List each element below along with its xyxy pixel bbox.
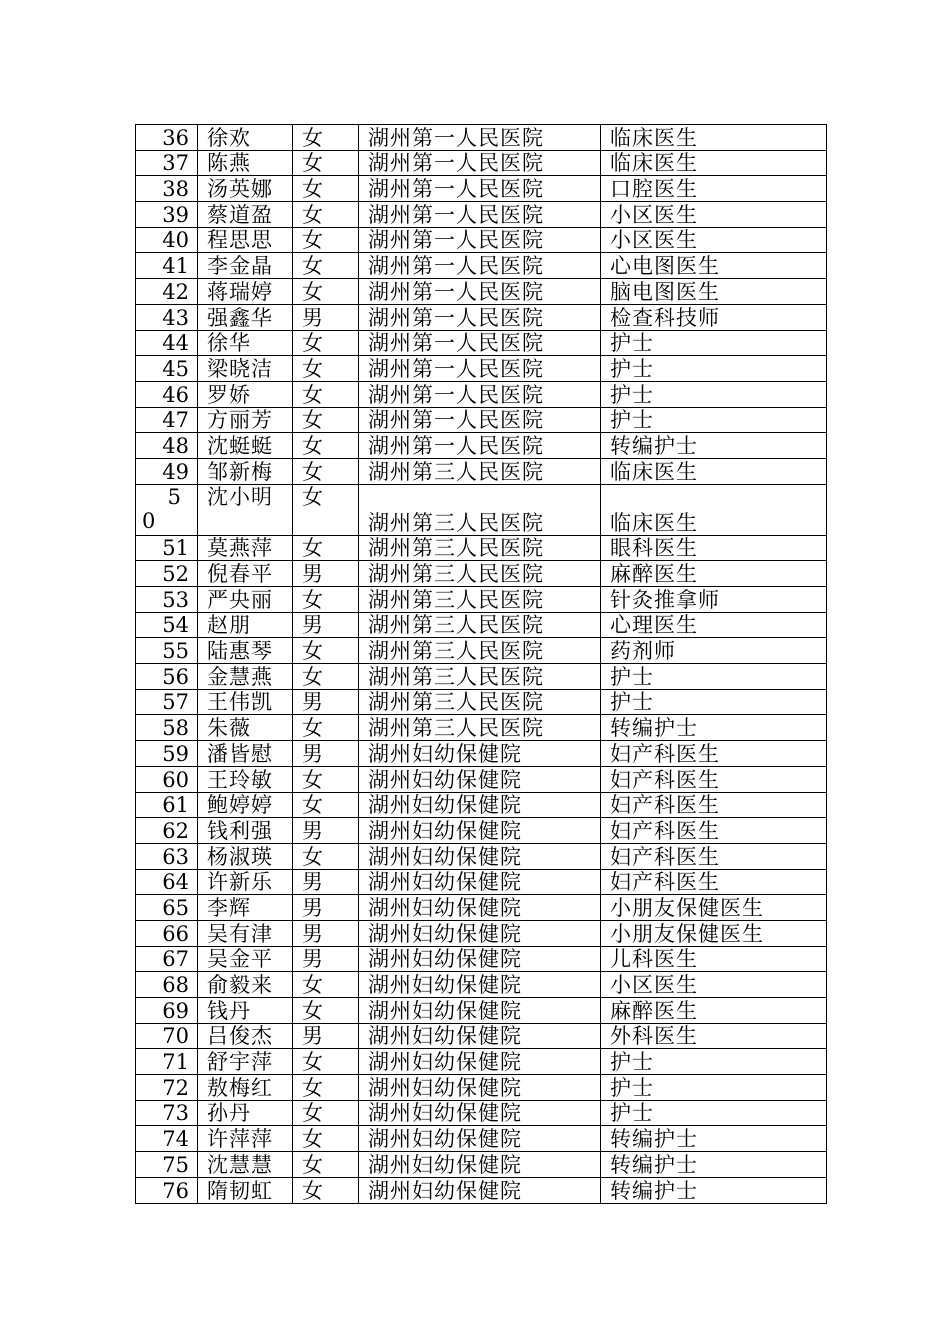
- cell-sex: 女: [293, 587, 359, 613]
- cell-name: 王伟凯: [198, 689, 293, 715]
- cell-number: 41: [136, 253, 198, 279]
- cell-post: 临床医生: [601, 125, 827, 151]
- table-row: [136, 458, 827, 484]
- cell-name: 罗娇: [198, 381, 293, 407]
- table-row: [136, 1126, 827, 1152]
- cell-sex: 男: [293, 612, 359, 638]
- cell-post: 麻醉医生: [601, 998, 827, 1024]
- cell-post: 小朋友保健医生: [601, 895, 827, 921]
- cell-number: 63: [136, 843, 198, 869]
- cell-sex: 男: [293, 304, 359, 330]
- cell-unit: 湖州第三人民医院: [359, 561, 601, 587]
- cell-sex: 男: [293, 1023, 359, 1049]
- cell-sex: 女: [293, 766, 359, 792]
- cell-number: 71: [136, 1049, 198, 1075]
- cell-post: 护士: [601, 330, 827, 356]
- cell-sex: 女: [293, 1049, 359, 1075]
- cell-sex: 男: [293, 818, 359, 844]
- cell-post: 护士: [601, 356, 827, 382]
- table-row: [136, 638, 827, 664]
- cell-unit: 湖州第一人民医院: [359, 304, 601, 330]
- table-row: [136, 843, 827, 869]
- cell-sex: 女: [293, 407, 359, 433]
- cell-number: 67: [136, 946, 198, 972]
- cell-unit: 湖州妇幼保健院: [359, 1023, 601, 1049]
- cell-name: 敖梅红: [198, 1075, 293, 1101]
- cell-number: 55: [136, 638, 198, 664]
- cell-number: 37: [136, 150, 198, 176]
- table-row: [136, 176, 827, 202]
- table-row: [136, 535, 827, 561]
- cell-name: 蔡道盈: [198, 202, 293, 228]
- cell-post: 护士: [601, 1100, 827, 1126]
- cell-post: 转编护士: [601, 715, 827, 741]
- cell-unit: 湖州第一人民医院: [359, 253, 601, 279]
- cell-number: 76: [136, 1177, 198, 1203]
- table-row: [136, 561, 827, 587]
- table-row: [136, 407, 827, 433]
- table-row: [136, 869, 827, 895]
- cell-name: 隋韧虹: [198, 1177, 293, 1203]
- table-row: [136, 125, 827, 151]
- table-row: [136, 150, 827, 176]
- cell-number: 66: [136, 920, 198, 946]
- cell-name: 钱丹: [198, 998, 293, 1024]
- cell-post: 妇产科医生: [601, 792, 827, 818]
- cell-name: 莫燕萍: [198, 535, 293, 561]
- cell-name: 鲍婷婷: [198, 792, 293, 818]
- cell-number: 39: [136, 202, 198, 228]
- cell-number: 45: [136, 356, 198, 382]
- cell-unit: 湖州妇幼保健院: [359, 792, 601, 818]
- cell-unit: 湖州第一人民医院: [359, 125, 601, 151]
- cell-sex: 女: [293, 715, 359, 741]
- cell-sex: 女: [293, 843, 359, 869]
- cell-post: 护士: [601, 381, 827, 407]
- staff-table: [135, 124, 827, 1204]
- table-row: [136, 1075, 827, 1101]
- cell-number: 60: [136, 766, 198, 792]
- cell-number: 72: [136, 1075, 198, 1101]
- cell-unit: 湖州妇幼保健院: [359, 1100, 601, 1126]
- cell-sex: 女: [293, 1177, 359, 1203]
- cell-unit: 湖州第三人民医院: [359, 638, 601, 664]
- table-row: [136, 972, 827, 998]
- cell-name: 孙丹: [198, 1100, 293, 1126]
- cell-unit: 湖州妇幼保健院: [359, 869, 601, 895]
- cell-sex: 女: [293, 972, 359, 998]
- cell-post: 护士: [601, 1075, 827, 1101]
- table-row: [136, 1049, 827, 1075]
- cell-number: 75: [136, 1152, 198, 1178]
- cell-post: 妇产科医生: [601, 843, 827, 869]
- cell-unit: 湖州第一人民医院: [359, 176, 601, 202]
- cell-unit: 湖州妇幼保健院: [359, 1177, 601, 1203]
- cell-number: 62: [136, 818, 198, 844]
- cell-sex: 女: [293, 1126, 359, 1152]
- cell-name: 钱利强: [198, 818, 293, 844]
- cell-number: 57: [136, 689, 198, 715]
- table-row: [136, 766, 827, 792]
- table-row: [136, 381, 827, 407]
- cell-unit: 湖州第一人民医院: [359, 150, 601, 176]
- cell-number: 49: [136, 458, 198, 484]
- cell-unit: 湖州妇幼保健院: [359, 1049, 601, 1075]
- cell-number: 64: [136, 869, 198, 895]
- cell-name: 吕俊杰: [198, 1023, 293, 1049]
- cell-post: 妇产科医生: [601, 818, 827, 844]
- cell-number: 65: [136, 895, 198, 921]
- table-row: [136, 1152, 827, 1178]
- cell-post: 转编护士: [601, 1152, 827, 1178]
- cell-number: 53: [136, 587, 198, 613]
- cell-unit: 湖州第三人民医院: [359, 612, 601, 638]
- cell-post: 小区医生: [601, 202, 827, 228]
- cell-sex: 女: [293, 176, 359, 202]
- table-row: [136, 612, 827, 638]
- cell-sex: 女: [293, 125, 359, 151]
- cell-sex: 女: [293, 279, 359, 305]
- cell-sex: 男: [293, 895, 359, 921]
- cell-name: 潘皆慰: [198, 741, 293, 767]
- cell-name: 杨淑瑛: [198, 843, 293, 869]
- cell-number: 52: [136, 561, 198, 587]
- cell-unit: 湖州第一人民医院: [359, 433, 601, 459]
- cell-name: 倪春平: [198, 561, 293, 587]
- table-row: [136, 433, 827, 459]
- cell-post: 小区医生: [601, 972, 827, 998]
- cell-post: 眼科医生: [601, 535, 827, 561]
- table-row: [136, 279, 827, 305]
- cell-sex: 女: [293, 484, 359, 535]
- cell-name: 方丽芳: [198, 407, 293, 433]
- cell-unit: 湖州妇幼保健院: [359, 766, 601, 792]
- cell-unit: 湖州第一人民医院: [359, 279, 601, 305]
- cell-sex: 女: [293, 638, 359, 664]
- cell-name: 陈燕: [198, 150, 293, 176]
- table-row: [136, 741, 827, 767]
- cell-number: 47: [136, 407, 198, 433]
- cell-number: 51: [136, 535, 198, 561]
- cell-post: 临床医生: [601, 150, 827, 176]
- cell-unit: 湖州妇幼保健院: [359, 1152, 601, 1178]
- cell-number: 68: [136, 972, 198, 998]
- cell-sex: 女: [293, 1075, 359, 1101]
- cell-name: 李金晶: [198, 253, 293, 279]
- cell-sex: 女: [293, 381, 359, 407]
- table-row: [136, 227, 827, 253]
- cell-name: 徐欢: [198, 125, 293, 151]
- cell-sex: 女: [293, 150, 359, 176]
- cell-post: 脑电图医生: [601, 279, 827, 305]
- cell-post: 心电图医生: [601, 253, 827, 279]
- cell-unit: 湖州妇幼保健院: [359, 946, 601, 972]
- cell-post: 临床医生: [601, 458, 827, 484]
- cell-sex: 女: [293, 1100, 359, 1126]
- cell-post: 检查科技师: [601, 304, 827, 330]
- cell-name: 程思思: [198, 227, 293, 253]
- cell-name: 梁晓洁: [198, 356, 293, 382]
- cell-name: 沈蜓蜓: [198, 433, 293, 459]
- cell-sex: 女: [293, 664, 359, 690]
- table-row: [136, 304, 827, 330]
- table-row: [136, 664, 827, 690]
- cell-unit: 湖州第一人民医院: [359, 381, 601, 407]
- table-row: [136, 356, 827, 382]
- cell-post: 妇产科医生: [601, 869, 827, 895]
- cell-number: 73: [136, 1100, 198, 1126]
- cell-post: 儿科医生: [601, 946, 827, 972]
- table-row: [136, 1100, 827, 1126]
- table-row: [136, 818, 827, 844]
- cell-number: 61: [136, 792, 198, 818]
- cell-sex: 女: [293, 1152, 359, 1178]
- cell-sex: 女: [293, 792, 359, 818]
- staff-table-body: [136, 125, 827, 1204]
- cell-number: 36: [136, 125, 198, 151]
- cell-sex: 男: [293, 741, 359, 767]
- cell-name: 邹新梅: [198, 458, 293, 484]
- table-row: [136, 689, 827, 715]
- cell-sex: 男: [293, 946, 359, 972]
- cell-post: 药剂师: [601, 638, 827, 664]
- cell-name: 金慧燕: [198, 664, 293, 690]
- table-row: [136, 1177, 827, 1203]
- table-row: [136, 920, 827, 946]
- cell-number: 59: [136, 741, 198, 767]
- table-row: [136, 792, 827, 818]
- cell-number: 69: [136, 998, 198, 1024]
- cell-number: 48: [136, 433, 198, 459]
- cell-post: 护士: [601, 407, 827, 433]
- cell-post: 转编护士: [601, 1126, 827, 1152]
- cell-name: 吴有津: [198, 920, 293, 946]
- table-row: [136, 484, 827, 535]
- cell-name: 陆惠琴: [198, 638, 293, 664]
- table-row: [136, 895, 827, 921]
- cell-unit: 湖州第一人民医院: [359, 202, 601, 228]
- cell-number: 54: [136, 612, 198, 638]
- cell-sex: 女: [293, 998, 359, 1024]
- cell-post: 转编护士: [601, 1177, 827, 1203]
- cell-unit: 湖州第三人民医院: [359, 484, 601, 535]
- cell-number-part: 0: [142, 508, 156, 533]
- cell-sex: 男: [293, 869, 359, 895]
- cell-unit: 湖州第三人民医院: [359, 458, 601, 484]
- cell-number-part: 5: [167, 484, 181, 509]
- cell-unit: 湖州第三人民医院: [359, 689, 601, 715]
- cell-name: 汤英娜: [198, 176, 293, 202]
- cell-sex: 女: [293, 253, 359, 279]
- cell-post: 麻醉医生: [601, 561, 827, 587]
- cell-name: 朱薇: [198, 715, 293, 741]
- cell-sex: 女: [293, 356, 359, 382]
- cell-post: 针灸推拿师: [601, 587, 827, 613]
- cell-sex: 女: [293, 202, 359, 228]
- cell-post: 外科医生: [601, 1023, 827, 1049]
- cell-name: 许萍萍: [198, 1126, 293, 1152]
- cell-unit: 湖州第一人民医院: [359, 356, 601, 382]
- cell-name: 强鑫华: [198, 304, 293, 330]
- cell-name: 徐华: [198, 330, 293, 356]
- cell-post: 小朋友保健医生: [601, 920, 827, 946]
- cell-post: 口腔医生: [601, 176, 827, 202]
- cell-post: 小区医生: [601, 227, 827, 253]
- cell-name: 蒋瑞婷: [198, 279, 293, 305]
- table-row: [136, 330, 827, 356]
- cell-unit: 湖州妇幼保健院: [359, 843, 601, 869]
- cell-post: 妇产科医生: [601, 766, 827, 792]
- cell-sex: 女: [293, 535, 359, 561]
- cell-post: 临床医生: [601, 484, 827, 535]
- cell-post: 妇产科医生: [601, 741, 827, 767]
- cell-sex: 女: [293, 330, 359, 356]
- cell-unit: 湖州妇幼保健院: [359, 998, 601, 1024]
- cell-post: 转编护士: [601, 433, 827, 459]
- cell-unit: 湖州第三人民医院: [359, 587, 601, 613]
- cell-number: 40: [136, 227, 198, 253]
- cell-name: 沈慧慧: [198, 1152, 293, 1178]
- cell-number: 43: [136, 304, 198, 330]
- cell-number: 38: [136, 176, 198, 202]
- cell-post: 护士: [601, 689, 827, 715]
- cell-number: 70: [136, 1023, 198, 1049]
- cell-post: 护士: [601, 664, 827, 690]
- cell-sex: 男: [293, 920, 359, 946]
- cell-number: 46: [136, 381, 198, 407]
- cell-number: 56: [136, 664, 198, 690]
- cell-unit: 湖州第一人民医院: [359, 330, 601, 356]
- table-row: [136, 946, 827, 972]
- cell-unit: 湖州妇幼保健院: [359, 1126, 601, 1152]
- cell-name: 沈小明: [198, 484, 293, 535]
- cell-unit: 湖州第一人民医院: [359, 227, 601, 253]
- cell-number: 74: [136, 1126, 198, 1152]
- cell-number: 44: [136, 330, 198, 356]
- cell-name: 吴金平: [198, 946, 293, 972]
- cell-unit: 湖州妇幼保健院: [359, 741, 601, 767]
- cell-sex: 女: [293, 433, 359, 459]
- cell-unit: 湖州妇幼保健院: [359, 1075, 601, 1101]
- table-row: [136, 253, 827, 279]
- cell-name: 李辉: [198, 895, 293, 921]
- cell-sex: 男: [293, 689, 359, 715]
- table-row: [136, 202, 827, 228]
- cell-post: 心理医生: [601, 612, 827, 638]
- cell-sex: 女: [293, 458, 359, 484]
- cell-unit: 湖州妇幼保健院: [359, 972, 601, 998]
- cell-unit: 湖州妇幼保健院: [359, 920, 601, 946]
- cell-unit: 湖州妇幼保健院: [359, 895, 601, 921]
- cell-unit: 湖州妇幼保健院: [359, 818, 601, 844]
- cell-post: 护士: [601, 1049, 827, 1075]
- table-row: [136, 715, 827, 741]
- cell-name: 俞毅来: [198, 972, 293, 998]
- cell-unit: 湖州第三人民医院: [359, 664, 601, 690]
- cell-unit: 湖州第三人民医院: [359, 715, 601, 741]
- table-row: [136, 587, 827, 613]
- cell-sex: 男: [293, 561, 359, 587]
- cell-name: 王玲敏: [198, 766, 293, 792]
- cell-name: 许新乐: [198, 869, 293, 895]
- cell-unit: 湖州第一人民医院: [359, 407, 601, 433]
- cell-sex: 女: [293, 227, 359, 253]
- cell-name: 赵朋: [198, 612, 293, 638]
- table-row: [136, 998, 827, 1024]
- cell-name: 严央丽: [198, 587, 293, 613]
- cell-number: [136, 484, 198, 535]
- cell-number: 58: [136, 715, 198, 741]
- cell-unit: 湖州第三人民医院: [359, 535, 601, 561]
- cell-number: 42: [136, 279, 198, 305]
- table-row: [136, 1023, 827, 1049]
- cell-name: 舒宇萍: [198, 1049, 293, 1075]
